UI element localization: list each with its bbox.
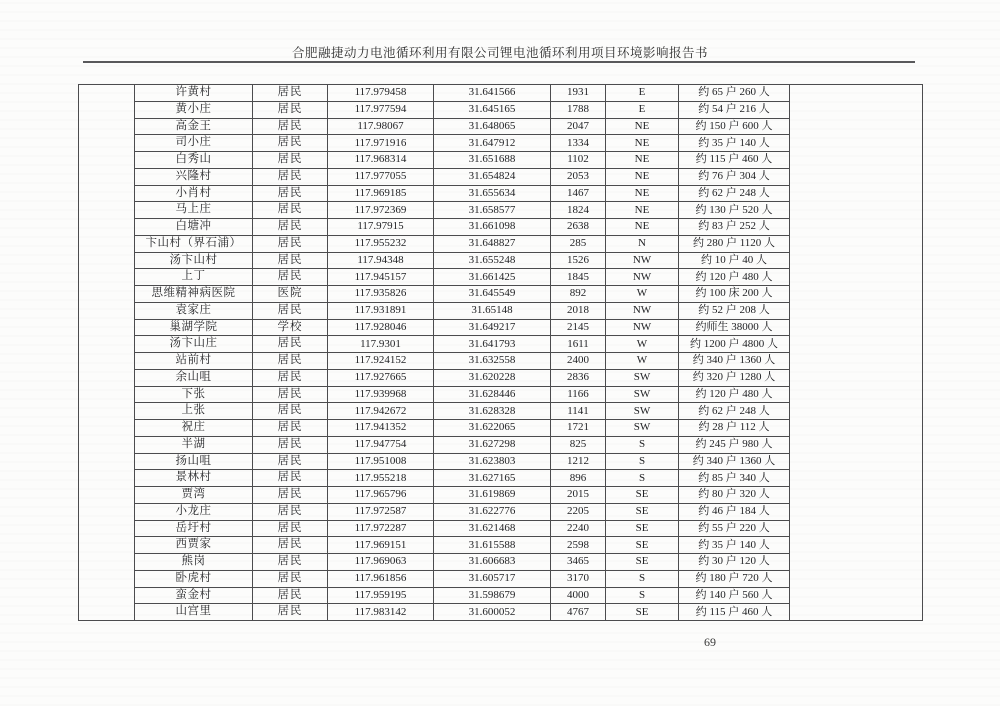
cell-lon: 117.972287 (328, 520, 434, 537)
cell-lon: 117.945157 (328, 269, 434, 286)
cell-name: 熊岗 (135, 554, 253, 571)
cell-name: 思维精神病医院 (135, 286, 253, 303)
cell-lat: 31.628446 (434, 386, 551, 403)
cell-distance: 2145 (551, 319, 606, 336)
cell-type: 居民 (253, 353, 328, 370)
cell-direction: S (606, 470, 679, 487)
cell-name: 景林村 (135, 470, 253, 487)
cell-direction: W (606, 286, 679, 303)
cell-direction: NE (606, 185, 679, 202)
cell-direction: NE (606, 152, 679, 169)
cell-name: 半湖 (135, 436, 253, 453)
right-merged-cell (790, 85, 923, 621)
cell-lat: 31.605717 (434, 570, 551, 587)
cell-population: 约 180 户 720 人 (679, 570, 790, 587)
cell-lat: 31.648827 (434, 235, 551, 252)
cell-type: 居民 (253, 487, 328, 504)
cell-distance: 3170 (551, 570, 606, 587)
cell-lon: 117.969063 (328, 554, 434, 571)
cell-population: 约 1200 户 4800 人 (679, 336, 790, 353)
table-row (79, 85, 923, 102)
cell-lat: 31.641566 (434, 85, 551, 102)
cell-population: 约 62 户 248 人 (679, 185, 790, 202)
cell-lat: 31.651688 (434, 152, 551, 169)
cell-name: 卧虎村 (135, 570, 253, 587)
cell-lon: 117.969185 (328, 185, 434, 202)
cell-direction: SW (606, 403, 679, 420)
cell-population: 约师生 38000 人 (679, 319, 790, 336)
cell-population: 约 46 户 184 人 (679, 503, 790, 520)
cell-direction: S (606, 436, 679, 453)
cell-distance: 3465 (551, 554, 606, 571)
header-rule (83, 61, 915, 63)
cell-distance: 1845 (551, 269, 606, 286)
cell-lon: 117.97915 (328, 219, 434, 236)
cell-lon: 117.972587 (328, 503, 434, 520)
cell-name: 马上庄 (135, 202, 253, 219)
cell-direction: NE (606, 135, 679, 152)
cell-lon: 117.959195 (328, 587, 434, 604)
cell-population: 约 83 户 252 人 (679, 219, 790, 236)
cell-lat: 31.622065 (434, 420, 551, 437)
cell-type: 居民 (253, 537, 328, 554)
cell-population: 约 280 户 1120 人 (679, 235, 790, 252)
cell-name: 扬山咀 (135, 453, 253, 470)
cell-distance: 1611 (551, 336, 606, 353)
cell-lat: 31.598679 (434, 587, 551, 604)
cell-name: 贾湾 (135, 487, 253, 504)
cell-type: 居民 (253, 269, 328, 286)
cell-distance: 1824 (551, 202, 606, 219)
cell-population: 约 10 户 40 人 (679, 252, 790, 269)
cell-distance: 2053 (551, 168, 606, 185)
cell-population: 约 80 户 320 人 (679, 487, 790, 504)
cell-lat: 31.647912 (434, 135, 551, 152)
cell-lon: 117.942672 (328, 403, 434, 420)
cell-type: 居民 (253, 219, 328, 236)
cell-distance: 4000 (551, 587, 606, 604)
cell-name: 祝庄 (135, 420, 253, 437)
cell-distance: 825 (551, 436, 606, 453)
cell-direction: SW (606, 369, 679, 386)
cell-direction: NW (606, 269, 679, 286)
cell-type: 居民 (253, 453, 328, 470)
cell-distance: 2638 (551, 219, 606, 236)
cell-name: 袁家庄 (135, 302, 253, 319)
cell-lon: 117.94348 (328, 252, 434, 269)
cell-population: 约 52 户 208 人 (679, 302, 790, 319)
cell-type: 居民 (253, 168, 328, 185)
cell-lat: 31.627165 (434, 470, 551, 487)
cell-direction: SE (606, 503, 679, 520)
cell-population: 约 115 户 460 人 (679, 604, 790, 621)
left-merged-cell (79, 85, 135, 621)
cell-lon: 117.977594 (328, 101, 434, 118)
cell-direction: W (606, 353, 679, 370)
cell-population: 约 35 户 140 人 (679, 135, 790, 152)
page-number: 69 (704, 635, 716, 649)
cell-direction: NE (606, 219, 679, 236)
cell-population: 约 28 户 112 人 (679, 420, 790, 437)
cell-distance: 892 (551, 286, 606, 303)
cell-type: 居民 (253, 152, 328, 169)
cell-type: 居民 (253, 185, 328, 202)
cell-type: 居民 (253, 202, 328, 219)
cell-lat: 31.628328 (434, 403, 551, 420)
cell-population: 约 115 户 460 人 (679, 152, 790, 169)
cell-type: 居民 (253, 369, 328, 386)
cell-type: 居民 (253, 604, 328, 621)
cell-type: 居民 (253, 135, 328, 152)
cell-population: 约 76 户 304 人 (679, 168, 790, 185)
cell-lat: 31.655634 (434, 185, 551, 202)
cell-distance: 1166 (551, 386, 606, 403)
cell-population: 约 35 户 140 人 (679, 537, 790, 554)
cell-name: 司小庄 (135, 135, 253, 152)
cell-lat: 31.606683 (434, 554, 551, 571)
cell-population: 约 62 户 248 人 (679, 403, 790, 420)
sensitive-targets-table (78, 84, 923, 621)
cell-name: 汤卞山庄 (135, 336, 253, 353)
cell-lat: 31.661098 (434, 219, 551, 236)
cell-distance: 285 (551, 235, 606, 252)
cell-direction: E (606, 101, 679, 118)
cell-type: 居民 (253, 587, 328, 604)
cell-lat: 31.623803 (434, 453, 551, 470)
cell-type: 居民 (253, 85, 328, 102)
cell-lon: 117.947754 (328, 436, 434, 453)
cell-type: 居民 (253, 520, 328, 537)
cell-name: 山宫里 (135, 604, 253, 621)
cell-lon: 117.935826 (328, 286, 434, 303)
cell-population: 约 130 户 520 人 (679, 202, 790, 219)
cell-name: 汤卞山村 (135, 252, 253, 269)
cell-name: 蛮金村 (135, 587, 253, 604)
cell-lon: 117.928046 (328, 319, 434, 336)
cell-population: 约 54 户 216 人 (679, 101, 790, 118)
cell-distance: 896 (551, 470, 606, 487)
cell-distance: 4767 (551, 604, 606, 621)
cell-population: 约 340 户 1360 人 (679, 353, 790, 370)
cell-lat: 31.658577 (434, 202, 551, 219)
cell-name: 上丁 (135, 269, 253, 286)
cell-type: 学校 (253, 319, 328, 336)
cell-type: 居民 (253, 101, 328, 118)
cell-name: 岳圩村 (135, 520, 253, 537)
cell-name: 许黄村 (135, 85, 253, 102)
cell-distance: 1721 (551, 420, 606, 437)
cell-name: 兴隆村 (135, 168, 253, 185)
cell-population: 约 120 户 480 人 (679, 386, 790, 403)
cell-lat: 31.615588 (434, 537, 551, 554)
cell-lon: 117.955218 (328, 470, 434, 487)
cell-direction: NE (606, 202, 679, 219)
cell-population: 约 245 户 980 人 (679, 436, 790, 453)
cell-name: 站前村 (135, 353, 253, 370)
cell-direction: SE (606, 537, 679, 554)
cell-lon: 117.977055 (328, 168, 434, 185)
cell-distance: 2015 (551, 487, 606, 504)
cell-type: 居民 (253, 403, 328, 420)
report-header: 合肥融捷动力电池循环利用有限公司锂电池循环利用项目环境影响报告书 (291, 46, 708, 60)
cell-direction: W (606, 336, 679, 353)
cell-direction: SE (606, 554, 679, 571)
cell-population: 约 30 户 120 人 (679, 554, 790, 571)
cell-population: 约 65 户 260 人 (679, 85, 790, 102)
cell-type: 居民 (253, 503, 328, 520)
cell-type: 居民 (253, 554, 328, 571)
cell-direction: NW (606, 319, 679, 336)
cell-lat: 31.645549 (434, 286, 551, 303)
cell-direction: SE (606, 487, 679, 504)
cell-population: 约 340 户 1360 人 (679, 453, 790, 470)
cell-direction: S (606, 570, 679, 587)
cell-lat: 31.655248 (434, 252, 551, 269)
cell-name: 余山咀 (135, 369, 253, 386)
cell-lon: 117.971916 (328, 135, 434, 152)
cell-lon: 117.951008 (328, 453, 434, 470)
cell-lon: 117.965796 (328, 487, 434, 504)
cell-lat: 31.620228 (434, 369, 551, 386)
cell-distance: 1141 (551, 403, 606, 420)
cell-distance: 2400 (551, 353, 606, 370)
cell-name: 白塘冲 (135, 219, 253, 236)
cell-direction: S (606, 587, 679, 604)
cell-direction: SW (606, 386, 679, 403)
cell-lon: 117.924152 (328, 353, 434, 370)
cell-direction: E (606, 85, 679, 102)
cell-lat: 31.641793 (434, 336, 551, 353)
cell-type: 居民 (253, 118, 328, 135)
cell-distance: 2598 (551, 537, 606, 554)
cell-distance: 2018 (551, 302, 606, 319)
cell-lon: 117.927665 (328, 369, 434, 386)
cell-type: 居民 (253, 235, 328, 252)
cell-name: 高金王 (135, 118, 253, 135)
cell-lon: 117.941352 (328, 420, 434, 437)
cell-lat: 31.619869 (434, 487, 551, 504)
cell-lon: 117.9301 (328, 336, 434, 353)
cell-name: 小肖村 (135, 185, 253, 202)
cell-name: 小龙庄 (135, 503, 253, 520)
cell-population: 约 100 床 200 人 (679, 286, 790, 303)
cell-type: 居民 (253, 252, 328, 269)
cell-type: 居民 (253, 420, 328, 437)
cell-lat: 31.649217 (434, 319, 551, 336)
cell-name: 巢湖学院 (135, 319, 253, 336)
cell-lon: 117.979458 (328, 85, 434, 102)
cell-direction: S (606, 453, 679, 470)
cell-type: 居民 (253, 336, 328, 353)
cell-type: 居民 (253, 470, 328, 487)
cell-distance: 2240 (551, 520, 606, 537)
cell-lat: 31.654824 (434, 168, 551, 185)
cell-lat: 31.661425 (434, 269, 551, 286)
cell-name: 西贾家 (135, 537, 253, 554)
cell-name: 下张 (135, 386, 253, 403)
cell-lon: 117.931891 (328, 302, 434, 319)
cell-distance: 1526 (551, 252, 606, 269)
cell-lon: 117.955232 (328, 235, 434, 252)
cell-distance: 2836 (551, 369, 606, 386)
cell-lon: 117.968314 (328, 152, 434, 169)
cell-lat: 31.648065 (434, 118, 551, 135)
cell-direction: NW (606, 252, 679, 269)
cell-distance: 1467 (551, 185, 606, 202)
cell-lat: 31.622776 (434, 503, 551, 520)
cell-distance: 1788 (551, 101, 606, 118)
cell-direction: NE (606, 168, 679, 185)
cell-lat: 31.632558 (434, 353, 551, 370)
cell-distance: 1102 (551, 152, 606, 169)
cell-distance: 1334 (551, 135, 606, 152)
cell-name: 上张 (135, 403, 253, 420)
cell-name: 白秀山 (135, 152, 253, 169)
cell-lon: 117.961856 (328, 570, 434, 587)
cell-lon: 117.98067 (328, 118, 434, 135)
cell-lat: 31.600052 (434, 604, 551, 621)
cell-population: 约 140 户 560 人 (679, 587, 790, 604)
cell-population: 约 85 户 340 人 (679, 470, 790, 487)
cell-distance: 2047 (551, 118, 606, 135)
cell-population: 约 150 户 600 人 (679, 118, 790, 135)
cell-type: 居民 (253, 436, 328, 453)
cell-direction: NE (606, 118, 679, 135)
cell-distance: 2205 (551, 503, 606, 520)
cell-population: 约 120 户 480 人 (679, 269, 790, 286)
cell-lon: 117.983142 (328, 604, 434, 621)
cell-lat: 31.627298 (434, 436, 551, 453)
cell-direction: N (606, 235, 679, 252)
cell-type: 居民 (253, 570, 328, 587)
cell-lat: 31.645165 (434, 101, 551, 118)
cell-distance: 1931 (551, 85, 606, 102)
cell-direction: SE (606, 604, 679, 621)
cell-type: 医院 (253, 286, 328, 303)
cell-direction: SE (606, 520, 679, 537)
cell-name: 黄小庄 (135, 101, 253, 118)
cell-distance: 1212 (551, 453, 606, 470)
cell-lat: 31.65148 (434, 302, 551, 319)
cell-direction: SW (606, 420, 679, 437)
cell-type: 居民 (253, 386, 328, 403)
cell-lon: 117.939968 (328, 386, 434, 403)
cell-population: 约 320 户 1280 人 (679, 369, 790, 386)
cell-lat: 31.621468 (434, 520, 551, 537)
cell-lon: 117.972369 (328, 202, 434, 219)
cell-lon: 117.969151 (328, 537, 434, 554)
cell-type: 居民 (253, 302, 328, 319)
cell-name: 卞山村（界石浦） (135, 235, 253, 252)
cell-population: 约 55 户 220 人 (679, 520, 790, 537)
cell-direction: NW (606, 302, 679, 319)
